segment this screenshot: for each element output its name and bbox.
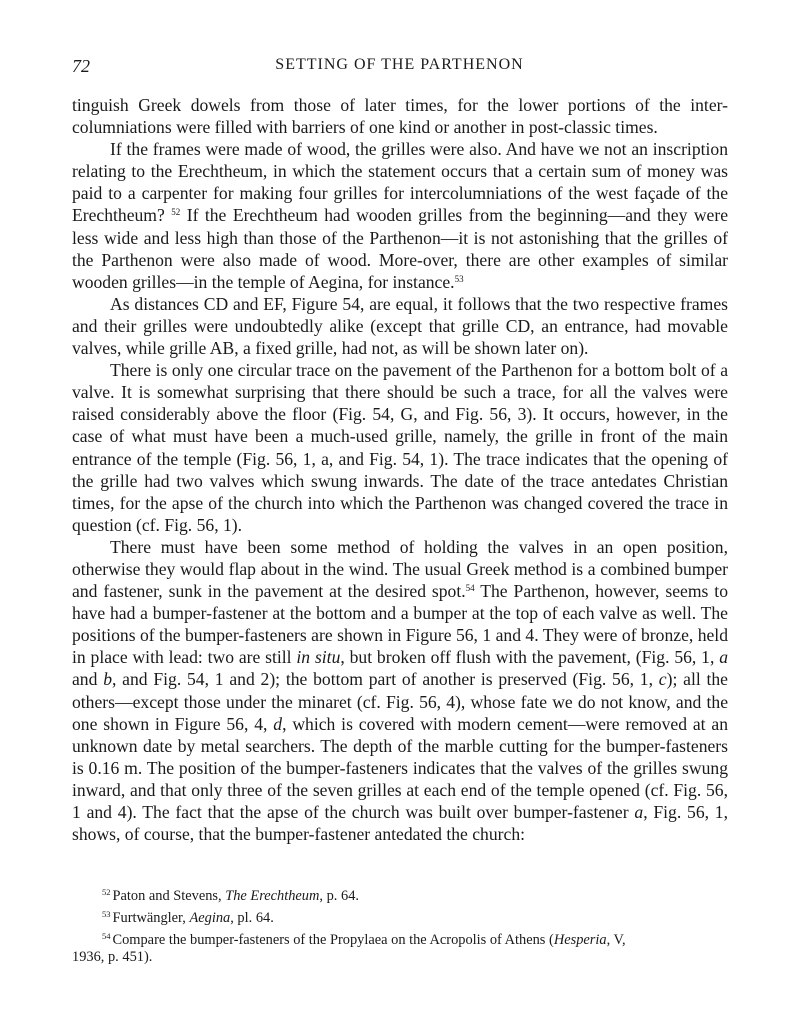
paragraph-2-text-b: If the Erechtheum had wooden grilles from the beginning—and they were less wide and less high than those of the Parthenon—it is not astonishing that the grilles of the Parthenon were also made of wood. More-over, there are other examples of similar wooden grilles—in the temple of Aegina, for instance. bbox=[72, 205, 728, 292]
footnote-ref-52: 52 bbox=[171, 207, 181, 218]
footnote-title: The Erechtheum bbox=[225, 888, 320, 904]
paragraph-5-text-e: , and Fig. 54, 1 and 2); the bottom part of another is preserved (Fig. 56, 1, bbox=[111, 669, 659, 690]
paragraph-5-text-h: , Fig. 56, 1, shows, of course, that the bumper-fastener antedated the church: bbox=[72, 802, 728, 845]
footnote-mark: 53 bbox=[102, 908, 111, 919]
running-head: SETTING OF THE PARTHENON bbox=[275, 56, 524, 73]
paragraph-5-text-g: , which is covered with modern cement—were removed at an unknown date by metal searchers. The depth of the marble cutting for the bumper-fasteners is 0.16 m. The position of the bumper-fasteners indicates that the valves of the grilles swung inward, and that only three of the seven grilles at each end of the temple opened (cf. Fig. 56, 1 and 4). The fact that the apse of the church was built over bumper-fastener bbox=[72, 713, 729, 822]
letter-d-italic: d bbox=[273, 713, 283, 734]
paragraph-5-text-a: There must have been some method of holding the valves in an open position, otherwise they would flap about in the wind. The usual Greek method is a combined bumper and fastener, sunk in the pavement at the desired spot. bbox=[72, 536, 728, 602]
footnote-text: , pl. 64. bbox=[230, 909, 274, 926]
paragraph-3: As distances CD and EF, Figure 54, are equal, it follows that the two respective frames and their grilles were undoubtedly alike (except that grille CD, an entrance, had movable valves, while grille AB, a fixed grille, had not, as will be shown later on). bbox=[72, 293, 728, 359]
paragraph-1: tinguish Greek dowels from those of later times, for the lower portions of the inter-columniations were filled with barriers of one kind or another in post-classic times. bbox=[72, 95, 728, 138]
page-number: 72 bbox=[72, 56, 90, 76]
footnote-52 bbox=[102, 884, 728, 906]
body-text bbox=[72, 94, 728, 845]
footnote-text: Paton and Stevens, bbox=[112, 888, 226, 904]
paragraph-2 bbox=[72, 138, 728, 293]
footnote-text: Compare the bumper-fasteners of the Propylaea on the Acropolis of Athens ( bbox=[112, 931, 554, 948]
footnote-title: Aegina bbox=[189, 909, 231, 926]
paragraph-5 bbox=[72, 536, 728, 845]
footnote-mark: 54 bbox=[102, 930, 111, 941]
letter-a2-italic: a bbox=[634, 802, 644, 822]
footnote-53 bbox=[102, 906, 728, 928]
page-header bbox=[72, 56, 727, 78]
paragraph-5-text-d: and bbox=[72, 669, 104, 690]
footnote-mark: 52 bbox=[102, 887, 111, 897]
letter-c-italic: c bbox=[658, 669, 667, 690]
footnote-ref-54: 54 bbox=[465, 583, 475, 594]
letter-b-italic: b bbox=[103, 669, 112, 690]
footnote-54 bbox=[72, 928, 728, 968]
footnotes bbox=[72, 884, 728, 967]
paragraph-5-text-f: ); all the others—except those under the minaret (cf. Fig. 56, 4), whose fate we do not know, and the one shown in Figure 56, 4, bbox=[72, 669, 728, 734]
letter-a-italic: a bbox=[719, 647, 728, 668]
footnote-text: , p. 64. bbox=[319, 888, 359, 904]
footnote-text: Furtwängler, bbox=[112, 909, 190, 926]
footnote-title: Hesperia bbox=[553, 931, 607, 948]
paragraph-2-text-a: If the frames were made of wood, the grilles were also. And have we not an inscription relating to the Erechtheum, in which the statement occurs that a certain sum of money was paid to a carpenter for making four grilles for intercolumniations of the west façade of the Erechtheum? bbox=[72, 139, 728, 226]
footnote-ref-53: 53 bbox=[454, 273, 464, 284]
paragraph-5-text-c: , but broken off flush with the pavement, (Fig. 56, 1, bbox=[340, 647, 720, 668]
paragraph-4: There is only one circular trace on the pavement of the Parthenon for a bottom bolt of a valve. It is somewhat surprising that there should be such a trace, for all the valves were raised considerably above the floor (Fig. 54, G, and Fig. 56, 3). It occurs, however, in the case of what must have been a much-used grille, namely, the grille in front of the main entrance of the temple (Fig. 56, 1, a, and Fig. 54, 1). The trace indicates that the opening of the grille had two valves which swung inwards. The date of the trace antedates Christian times, for the apse of the church into which the Parthenon was changed covered the trace in question (cf. Fig. 56, 1). bbox=[72, 360, 728, 535]
paragraph-5-text-b: The Parthenon, however, seems to have had a bumper-fastener at the bottom and a bumper at the top of each valve as well. The positions of the bumper-fasteners are shown in Figure 56, 1 and 4. They were of bronze, held in place with lead: two are still bbox=[72, 581, 728, 668]
footnote-text: , V, bbox=[606, 931, 626, 948]
footnote-continuation: 1936, p. 451). bbox=[72, 949, 153, 966]
in-situ-italic: in situ bbox=[296, 647, 341, 668]
